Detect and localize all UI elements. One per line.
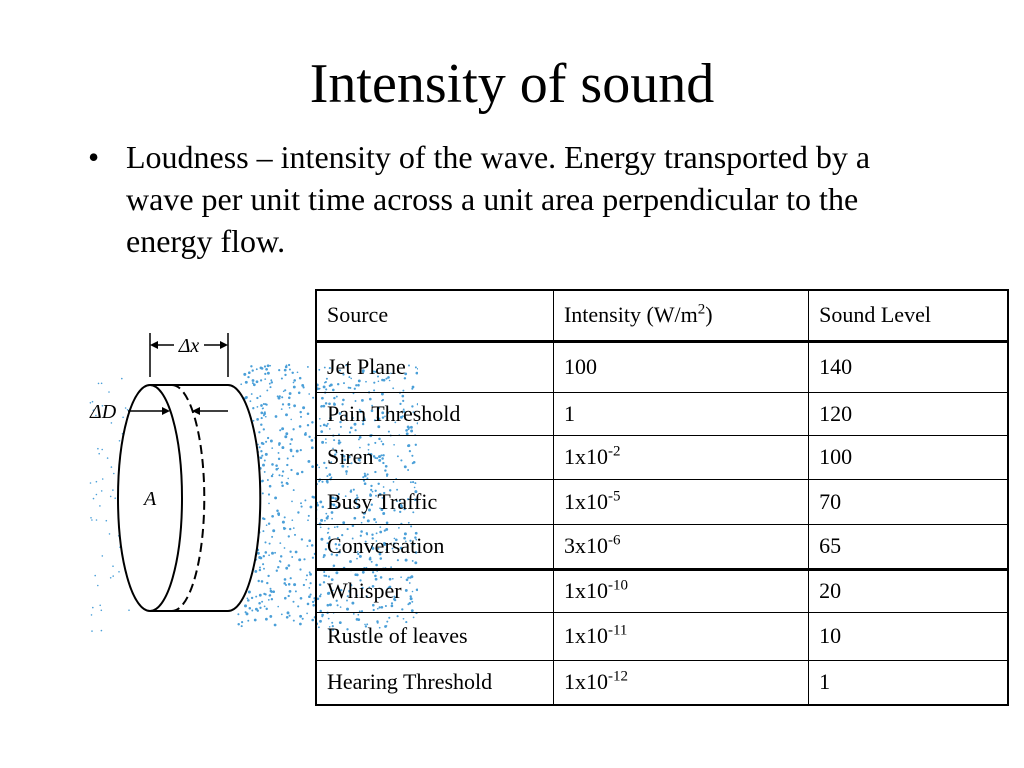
cell-intensity (553, 569, 808, 612)
cell-sound-level: 65 (809, 524, 1008, 569)
table-row (316, 479, 1008, 524)
cell-intensity (553, 612, 808, 660)
cell-source: Conversation (316, 524, 553, 569)
table-row (316, 612, 1008, 660)
header-intensity-exponent: 2 (697, 301, 706, 318)
header-intensity-text: Intensity (W/m (563, 302, 698, 328)
cell-sound-level: 1 (809, 660, 1008, 705)
cell-intensity (553, 660, 808, 705)
table-body (316, 290, 1008, 705)
cell-sound-level: 20 (809, 569, 1008, 612)
bullet-text: Loudness – intensity of the wave. Energy transported by a wave per unit time across a unit area perpendicular to the energy flow. (126, 139, 871, 259)
cell-intensity-base: 1x10 (563, 623, 608, 648)
table-row (316, 660, 1008, 705)
header-intensity (553, 290, 808, 341)
header-intensity-close: ) (705, 302, 713, 328)
dx-label: Δx (178, 335, 200, 357)
cell-sound-level: 140 (809, 341, 1008, 392)
cell-intensity-base: 3x10 (563, 533, 608, 558)
cell-intensity-exponent: -2 (607, 443, 621, 460)
table-row (316, 435, 1008, 479)
cell-sound-level: 120 (809, 392, 1008, 435)
cell-intensity-base: 1x10 (563, 669, 608, 695)
cell-source: Whisper (316, 569, 553, 612)
header-source: Source (316, 290, 553, 341)
cell-sound-level: 70 (809, 479, 1008, 524)
cell-intensity (553, 392, 808, 435)
cell-intensity-exponent: -6 (607, 532, 621, 549)
cell-intensity-exponent: -12 (607, 668, 628, 685)
cell-source: Jet Plane (316, 341, 553, 392)
table-row (316, 569, 1008, 612)
cell-intensity (553, 435, 808, 479)
cell-intensity-base: 1 (563, 400, 575, 426)
cell-source: Rustle of leaves (316, 612, 553, 660)
cell-intensity-base: 1x10 (563, 488, 608, 514)
cell-intensity-exponent: -11 (607, 622, 628, 639)
cell-sound-level: 10 (809, 612, 1008, 660)
slide-title: Intensity of sound (309, 53, 715, 115)
cell-intensity (553, 479, 808, 524)
cell-intensity-base: 100 (563, 354, 597, 379)
cell-source: Busy Traffic (316, 479, 553, 524)
table-row (316, 392, 1008, 435)
table-row (316, 341, 1008, 392)
area-label: A (144, 488, 157, 510)
cell-intensity-exponent: -5 (607, 488, 621, 505)
cell-intensity-base: 1x10 (563, 444, 608, 469)
cell-intensity (553, 341, 808, 392)
cell-intensity-base: 1x10 (563, 578, 608, 603)
table-row (316, 524, 1008, 569)
dd-label: ΔD (90, 401, 117, 423)
dx-arrowhead-left (150, 341, 158, 349)
header-sound-level: Sound Level (809, 290, 1008, 341)
cell-intensity (553, 524, 808, 569)
cell-source: Hearing Threshold (316, 660, 553, 705)
cell-source: Siren (316, 435, 553, 479)
cell-sound-level: 100 (809, 435, 1008, 479)
table-header-row (316, 290, 1008, 341)
dx-arrowhead-right (220, 341, 228, 349)
bullet-marker: • (88, 139, 100, 175)
sound-level-table (315, 289, 1009, 706)
cell-intensity-exponent: -10 (607, 577, 628, 594)
cell-source: Pain Threshold (316, 392, 553, 435)
